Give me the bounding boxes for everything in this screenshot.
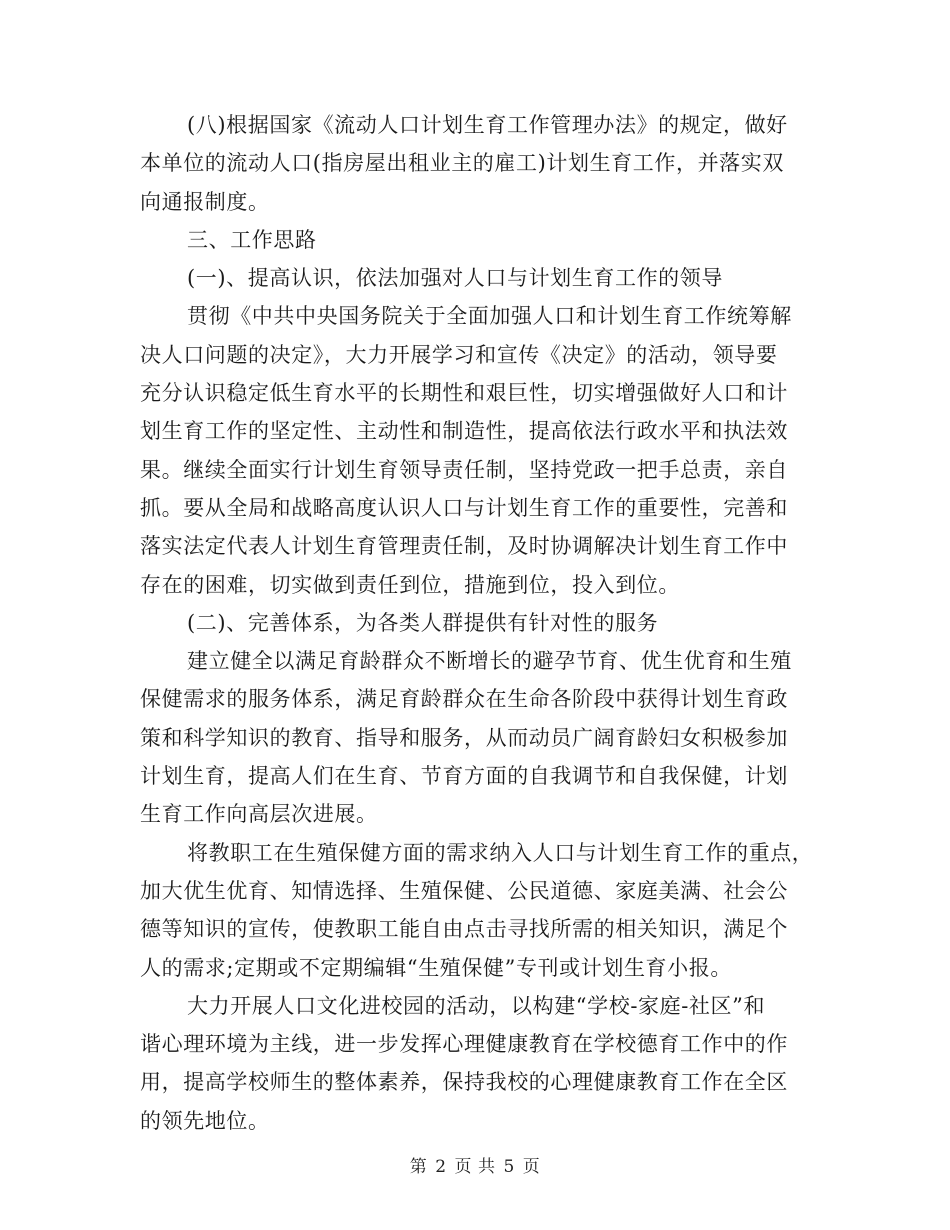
paragraph-staff-reproductive-health	[140, 834, 812, 987]
text-line: 向通报制度。	[140, 189, 270, 214]
paragraph-service-system	[140, 642, 812, 833]
text-line: 贯彻《中共中央国务院关于全面加强人口和计划生育工作统筹解	[187, 304, 792, 329]
document-body	[140, 106, 812, 1140]
text-line: (八)根据国家《流动人口计划生育工作管理办法》的规定，做好	[187, 113, 788, 137]
footer-prefix: 第	[409, 1157, 428, 1177]
text-line: 加大优生优育、知情选择、生殖保健、公民道德、家庭美满、社会公	[140, 878, 788, 903]
text-line: 存在的困难，切实做到责任到位，措施到位，投入到位。	[140, 572, 680, 597]
text-line: 建立健全以满足育龄群众不断增长的避孕节育、优生优育和生殖	[187, 649, 792, 674]
text-line: 策和科学知识的教育、指导和服务，从而动员广阔育龄妇女积极参加	[140, 725, 788, 750]
text-line: 充分认识稳定低生育水平的长期性和艰巨性，切实增强做好人口和计	[140, 381, 788, 406]
subheading-improve-system	[140, 604, 812, 642]
text-line: (二)、完善体系，为各类人群提供有针对性的服务	[187, 610, 659, 635]
section-heading-work-approach	[140, 221, 812, 259]
subheading-raise-awareness	[140, 259, 812, 297]
text-line: 将教职工在生殖保健方面的需求纳入人口与计划生育工作的重点，	[187, 840, 814, 865]
text-line: 本单位的流动人口(指房屋出租业主的雇工)计划生育工作，并落实双	[140, 151, 784, 176]
paragraph-migrant-population	[140, 106, 812, 221]
text-line: 德等知识的宣传，使教职工能自由点击寻找所需的相关知识，满足个	[140, 917, 788, 942]
text-line: 落实法定代表人计划生育管理责任制，及时协调解决计划生育工作中	[140, 534, 788, 559]
total-page-count: 5	[503, 1157, 515, 1177]
paragraph-population-culture-campus	[140, 987, 812, 1140]
text-line: 三、工作思路	[187, 227, 317, 252]
text-line: 抓。要从全局和战略高度认识人口与计划生育工作的重要性，完善和	[140, 495, 788, 520]
footer-suffix: 页	[522, 1157, 541, 1177]
text-line: 大力开展人口文化进校园的活动，以构建“学校-家庭-社区”和	[187, 993, 766, 1018]
text-line: 计划生育，提高人们在生育、节育方面的自我调节和自我保健，计划	[140, 764, 788, 789]
footer-middle: 页 共	[454, 1157, 496, 1177]
text-line: 果。继续全面实行计划生育领导责任制，坚持党政一把手总责，亲自	[140, 457, 788, 482]
text-line: 划生育工作的坚定性、主动性和制造性，提高依法行政水平和执法效	[140, 419, 788, 444]
text-line: (一)、提高认识，依法加强对人口与计划生育工作的领导	[187, 266, 723, 291]
page-number-footer	[0, 1152, 950, 1177]
text-line: 谐心理环境为主线，进一步发挥心理健康教育在学校德育工作中的作	[140, 1032, 788, 1057]
text-line: 生育工作向高层次进展。	[140, 802, 378, 827]
text-line: 的领先地位。	[140, 1108, 270, 1133]
paragraph-implement-decision	[140, 297, 812, 603]
text-line: 用，提高学校师生的整体素养，保持我校的心理健康教育工作在全区	[140, 1070, 788, 1095]
text-line: 保健需求的服务体系，满足育龄群众在生命各阶段中获得计划生育政	[140, 687, 788, 712]
text-line: 决人口问题的决定》，大力开展学习和宣传《决定》的活动，领导要	[140, 342, 778, 367]
text-line: 人的需求;定期或不定期编辑“生殖保健”专刊或计划生育小报。	[140, 955, 732, 980]
current-page-number: 2	[435, 1157, 447, 1177]
